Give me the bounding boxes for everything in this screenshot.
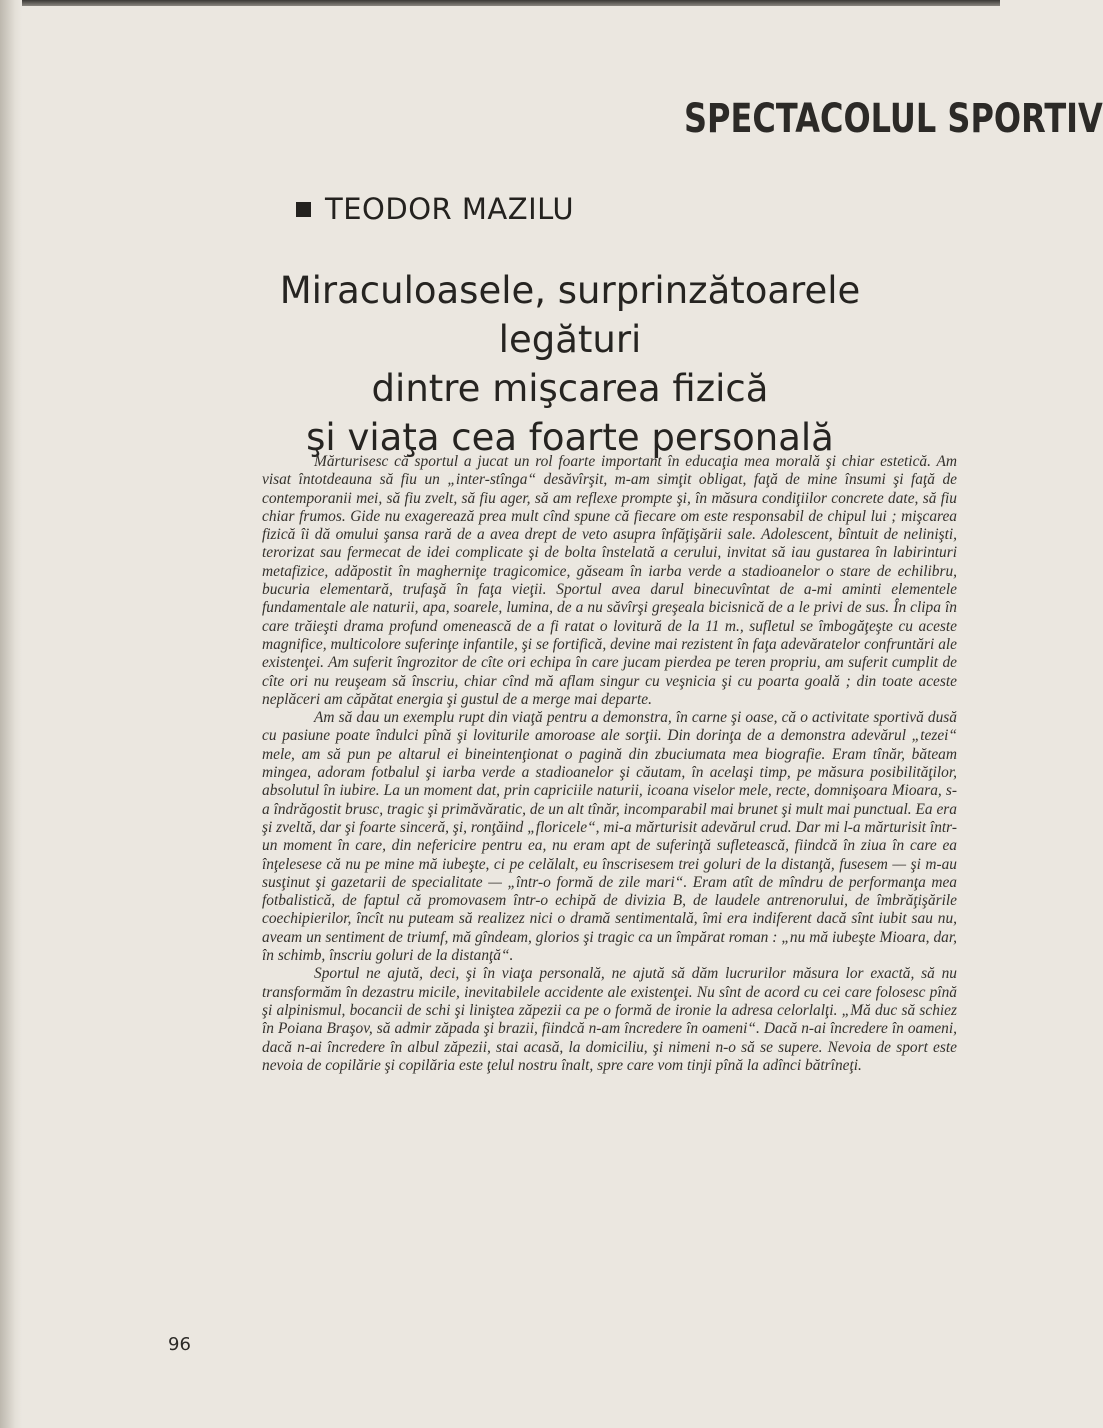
author-name: TEODOR MAZILU bbox=[325, 192, 575, 226]
article-title bbox=[220, 266, 920, 462]
binding-shadow bbox=[0, 0, 22, 1428]
author-line bbox=[296, 192, 574, 226]
title-line-2: dintre mişcarea fizică bbox=[371, 367, 769, 410]
title-line-1: Miraculoasele, surprinzătoarele legături bbox=[279, 269, 861, 361]
page-top-edge bbox=[0, 0, 1000, 6]
page-number: 96 bbox=[168, 1334, 191, 1355]
paragraph-1: Mărturisesc că sportul a jucat un rol foarte important în educaţia mea morală şi chiar estetică. Am visat întotdeauna să fiu un „inter-stînga“ desăvîrşit, m-am simţit obligat, faţă de mine însumi şi faţă de contemporanii mei, să fiu zvelt, să fiu ager, să am reflexe prompte şi, în măsura condiţiilor concrete date, să fiu chiar frumos. Gide nu exagerează prea mult cînd spune că fiecare om este responsabil de chipul lui ; mişcarea fizică îi dă omului şansa rară de a avea drept de veto asupra înfăţişării sale. Adolescent, bîntuit de nelinişti, terorizat sau fermecat de idei complicate şi de bolta înstelată a cerului, invitat să iau gustarea în labirinturi metafizice, adăpostit în magherniţe tragicomice, găseam în iarba verde a stadioanelor o stare de echilibru, bucuria elementară, trufaşă în faţa vieţii. Sportul avea darul binecuvîntat de a-mi aminti elementele fundamentale ale naturii, apa, soarele, lumina, de a nu săvîrşi greşeala bicisnică de a le privi de sus. În clipa în care trăieşti drama profund omenească de a fi ratat o lovitură de la 11 m., sufletul se îmbogăţeşte cu aceste magnifice, multicolore suferinţe infantile, şi se fortifică, devine mai rezistent în faţa adevăratelor confruntări ale existenţei. Am suferit îngrozitor de cîte ori echipa în care jucam pierdea pe teren propriu, am suferit cumplit de cîte ori nu reuşeam să înscriu, chiar cînd mă aflam singur cu veşnicia şi cu poarta goală ; din toate aceste neplăceri am căpătat energia şi gustul de a merge mai departe. bbox=[262, 453, 957, 708]
paragraph-2: Am să dau un exemplu rupt din viaţă pentru a demonstra, în carne şi oase, că o activitate sportivă dusă cu pasiune poate îndulci pînă şi loviturile amoroase ale sorţii. Din dorinţa de a demonstra adevărul „tezei“ mele, am să pun pe altarul ei binеintenţionat o pagină din zbuciumata mea biografie. Eram tînăr, băteam mingea, adoram fotbalul şi iarba verde a stadioanelor şi căutam, în acelaşi timp, pe măsura posibilităţilor, absolutul în iubire. La un moment dat, prin capriciile naturii, icoana viselor mele, recte, domnişoara Mioara, s-a îndrăgostit brusc, tragic şi primăvăratic, de un alt tînăr, incomparabil mai brunet şi mult mai punctual. Ea era şi zveltă, dar şi foarte sinceră, şi, ronţăind „floricele“, mi-a mărturisit adevărul crud. Dar mi l-a mărturisit într-un moment în care, din nefericire pentru ea, nu eram apt de suferinţă sufletească, fiindcă în ziua în care ea înţelesese că nu pe mine mă iubeşte, ci pe celălalt, eu înscrisesem trei goluri de la distanţă, fusesem — şi m-au susţinut şi gazetarii de specialitate — „într-o formă de zile mari“. Eram atît de mîndru de performanţa mea fotbalistică, de faptul că promovasem într-o echipă de divizia B, de laudele antrenorului, de îmbrăţişările coechipierilor, încît nu puteam să realizez nici o dramă sentimentală, îmi era indiferent dacă sînt iubit sau nu, aveam un sentiment de triumf, mă gîndeam, glorios şi tragic ca un împărat roman : „nu mă iubeşte Mioara, dar, în schimb, înscriu goluri de la distanţă“. bbox=[262, 709, 957, 965]
section-header: SPECTACOLUL SPORTIV bbox=[684, 96, 1103, 142]
square-bullet-icon bbox=[296, 202, 311, 217]
article-body bbox=[262, 453, 957, 1075]
paragraph-3: Sportul ne ajută, deci, şi în viaţa personală, ne ajută să dăm lucrurilor măsura lor exactă, să nu transformăm în dezastru micile, inevitabilele accidente ale existenţei. Nu sînt de acord cu cei care folosesc pînă şi alpinismul, bocancii de schi şi liniştea zăpezii ca pe o formă de ironie la adresa celorlalţi. „Mă duc să schiez în Poiana Braşov, să admir zăpada şi brazii, fiindcă n-am încredere în oameni“. Dacă n-ai încredere în oameni, dacă n-ai încredere în albul zăpezii, stai acasă, la domiciliu, şi nimeni n-o să se supere. Nevoia de sport este nevoia de copilărie şi copilăria este ţelul nostru înalt, spre care vom tinji pînă la adînci bătrîneţi. bbox=[262, 965, 957, 1074]
title-line-3: şi viaţa cea foarte personală bbox=[306, 416, 834, 459]
